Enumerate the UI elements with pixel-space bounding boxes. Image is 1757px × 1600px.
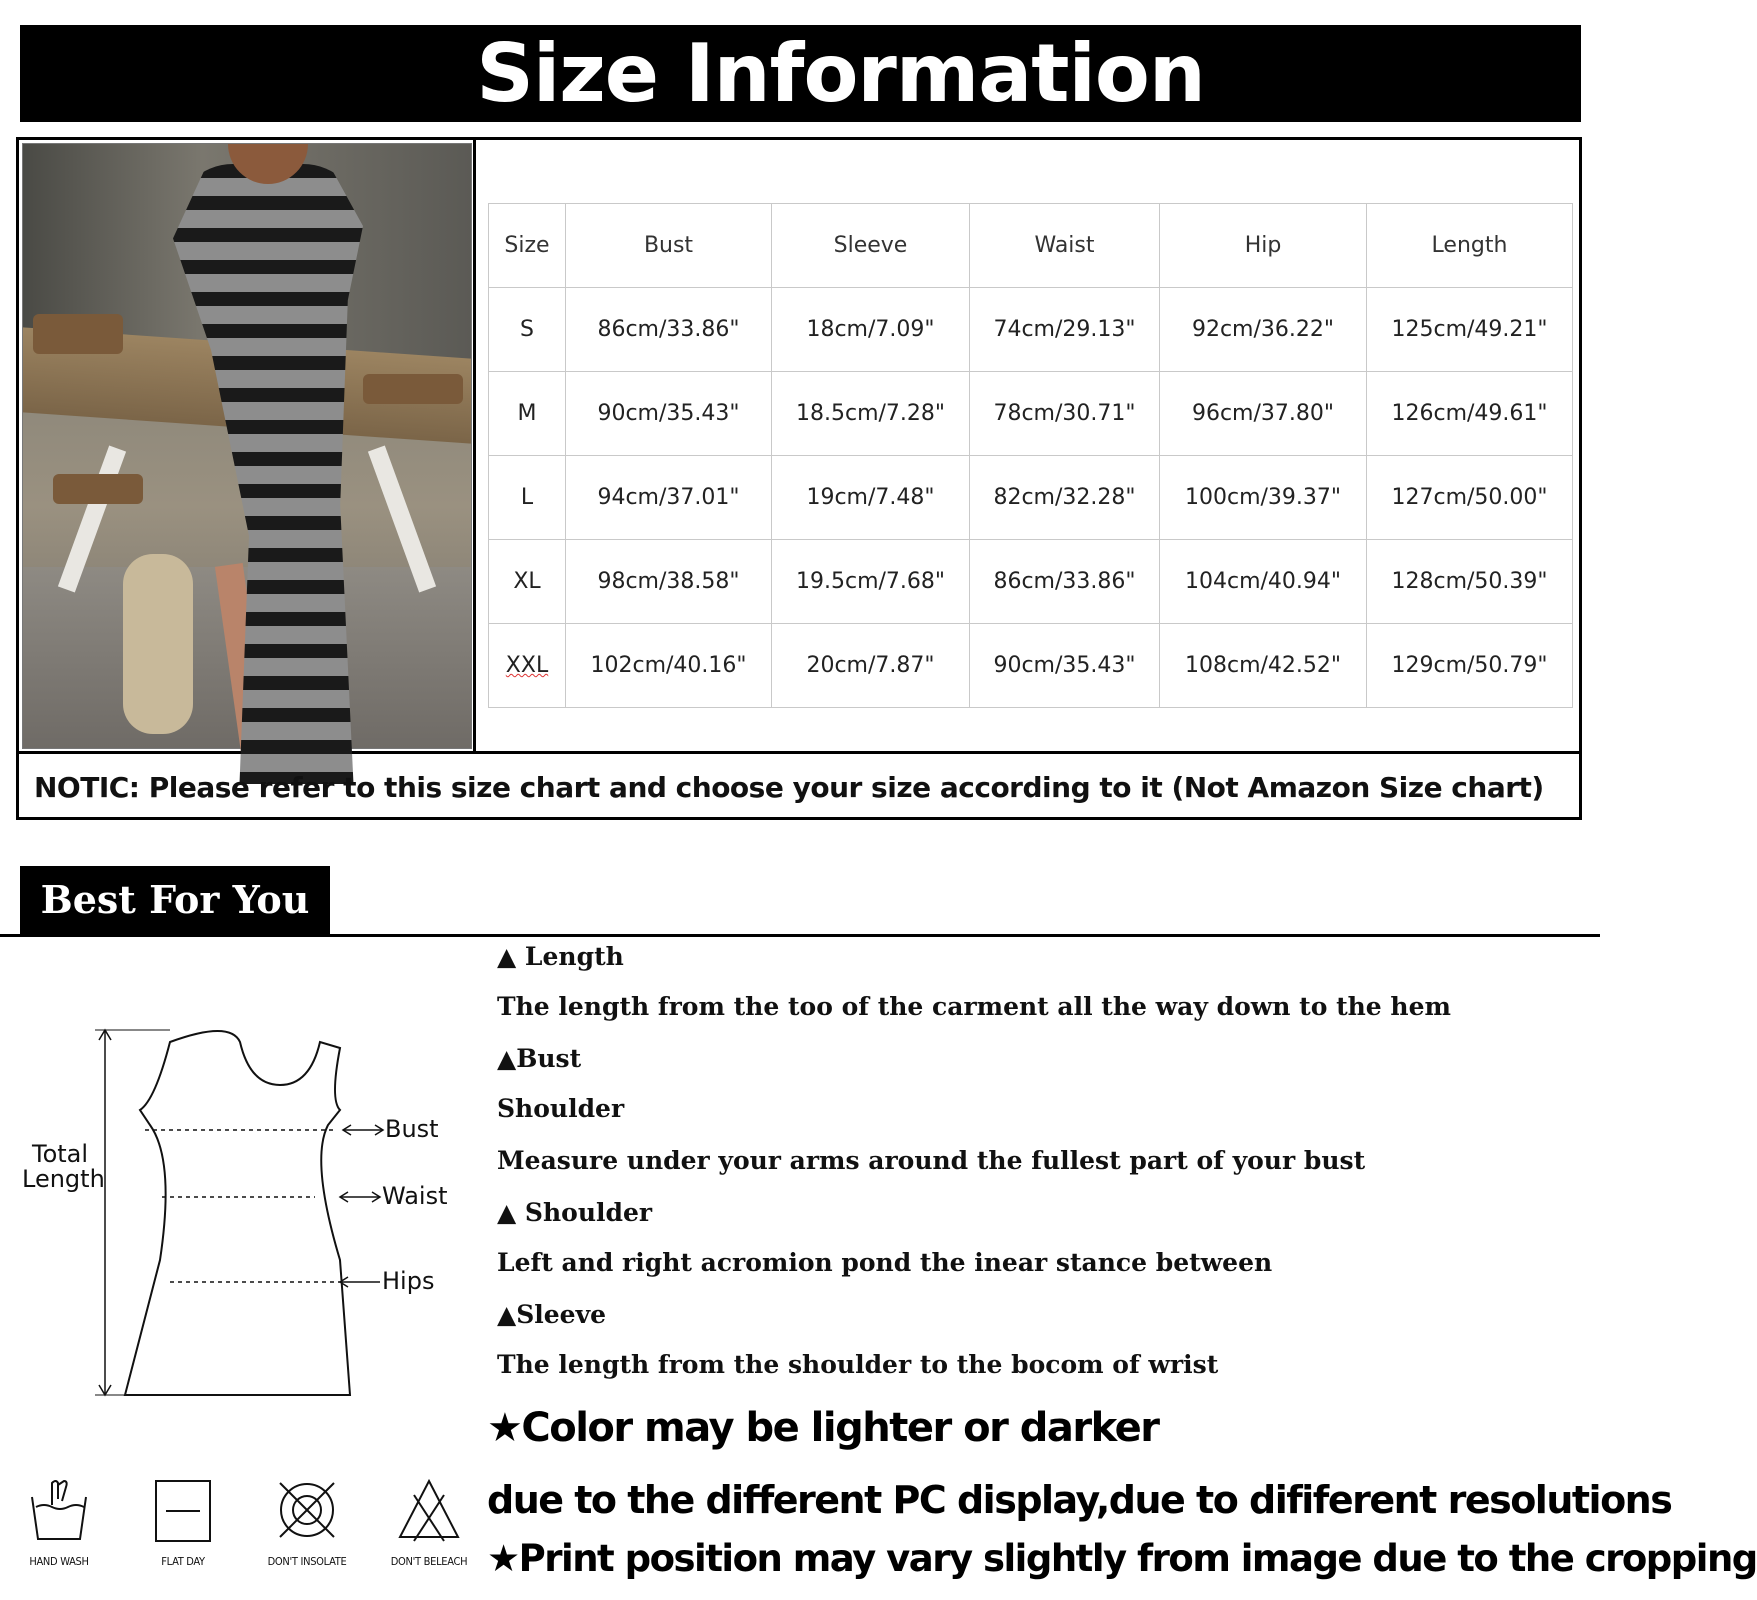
size-xxl-label: XXL: [505, 653, 549, 678]
waist-cell: 82cm/32.28": [970, 456, 1160, 540]
sleeve-cell: 19.5cm/7.68": [772, 540, 970, 624]
size-notice: NOTIC: Please refer to this size chart and choose your size according to it (Not Amazon Size chart): [34, 771, 1544, 804]
length-text: The length from the too of the carment all the way down to the hem: [497, 992, 1451, 1021]
header-length: Length: [1367, 204, 1573, 288]
model-photo: [22, 143, 472, 749]
bust-label: Bust: [385, 1115, 439, 1143]
size-cell: [489, 624, 566, 708]
waist-cell: 78cm/30.71": [970, 372, 1160, 456]
dont-bleach-label: DON'T BELEACH: [390, 1555, 468, 1568]
length-cell: 128cm/50.39": [1367, 540, 1573, 624]
waist-cell: 90cm/35.43": [970, 624, 1160, 708]
care-hand-wash: [4, 1475, 114, 1568]
sleeve-cell: 19cm/7.48": [772, 456, 970, 540]
total-length-label-1: Total: [32, 1140, 89, 1168]
frame-divider: [473, 140, 476, 752]
size-cell: M: [489, 372, 566, 456]
header-bust: Bust: [566, 204, 772, 288]
print-note: ★Print position may vary slightly from image due to the cropping: [487, 1537, 1757, 1580]
shoulder-heading: ▲ Shoulder: [497, 1198, 653, 1227]
hand-wash-icon: [24, 1475, 94, 1545]
sleeve-cell: 20cm/7.87": [772, 624, 970, 708]
section-rule: [0, 934, 1600, 937]
header-sleeve: Sleeve: [772, 204, 970, 288]
length-cell: 126cm/49.61": [1367, 372, 1573, 456]
no-sun-icon: [272, 1475, 342, 1545]
length-cell: 127cm/50.00": [1367, 456, 1573, 540]
waist-cell: 74cm/29.13": [970, 288, 1160, 372]
sleeve-cell: 18cm/7.09": [772, 288, 970, 372]
length-cell: 129cm/50.79": [1367, 624, 1573, 708]
total-length-label-2: Length: [22, 1165, 105, 1193]
table-row: [489, 288, 1573, 372]
hips-label: Hips: [382, 1267, 435, 1295]
hand-wash-label: HAND WASH: [29, 1555, 89, 1568]
bust-cell: 94cm/37.01": [566, 456, 772, 540]
sleeve-heading: ▲Sleeve: [497, 1300, 607, 1329]
bust-cell: 102cm/40.16": [566, 624, 772, 708]
header-hip: Hip: [1160, 204, 1367, 288]
dress-measurement-diagram: [10, 1030, 480, 1430]
sleeve-text: The length from the shoulder to the bocom of wrist: [497, 1350, 1219, 1379]
care-flat-dry: [128, 1475, 238, 1568]
table-row: [489, 372, 1573, 456]
bust-cell: 86cm/33.86": [566, 288, 772, 372]
sleeve-cell: 18.5cm/7.28": [772, 372, 970, 456]
bust-text: Measure under your arms around the fullest part of your bust: [497, 1146, 1366, 1175]
color-note: ★Color may be lighter or darker: [487, 1405, 1159, 1451]
length-cell: 125cm/49.21": [1367, 288, 1573, 372]
size-cell: L: [489, 456, 566, 540]
size-cell: XL: [489, 540, 566, 624]
bust-cell: 90cm/35.43": [566, 372, 772, 456]
bust-cell: 98cm/38.58": [566, 540, 772, 624]
table-row: [489, 624, 1573, 708]
table-header-row: [489, 204, 1573, 288]
display-note: due to the different PC display,due to dififerent resolutions: [487, 1478, 1672, 1522]
care-dont-bleach: [374, 1475, 484, 1568]
size-table: [488, 203, 1573, 708]
table-row: [489, 456, 1573, 540]
care-dont-insolate: [252, 1475, 362, 1568]
dress-outline: [125, 1031, 350, 1395]
table-row: [489, 540, 1573, 624]
best-for-you-heading: Best For You: [40, 877, 310, 922]
bust-subheading: Shoulder: [497, 1094, 625, 1123]
hip-cell: 100cm/39.37": [1160, 456, 1367, 540]
header-waist: Waist: [970, 204, 1160, 288]
page-title: Size Information: [476, 27, 1205, 120]
hip-cell: 96cm/37.80": [1160, 372, 1367, 456]
waist-label: Waist: [382, 1182, 448, 1210]
bust-heading: ▲Bust: [497, 1044, 582, 1073]
size-cell: S: [489, 288, 566, 372]
flat-dry-label: FLAT DAY: [161, 1555, 205, 1568]
header-size: Size: [489, 204, 566, 288]
hip-cell: 92cm/36.22": [1160, 288, 1367, 372]
shoulder-text: Left and right acromion pond the inear stance between: [497, 1248, 1273, 1277]
hip-cell: 108cm/42.52": [1160, 624, 1367, 708]
hip-cell: 104cm/40.94": [1160, 540, 1367, 624]
no-bleach-icon: [394, 1475, 464, 1545]
waist-cell: 86cm/33.86": [970, 540, 1160, 624]
length-heading: ▲ Length: [497, 942, 624, 971]
flat-dry-icon: [148, 1475, 218, 1545]
dont-insolate-label: DON'T INSOLATE: [267, 1555, 347, 1568]
